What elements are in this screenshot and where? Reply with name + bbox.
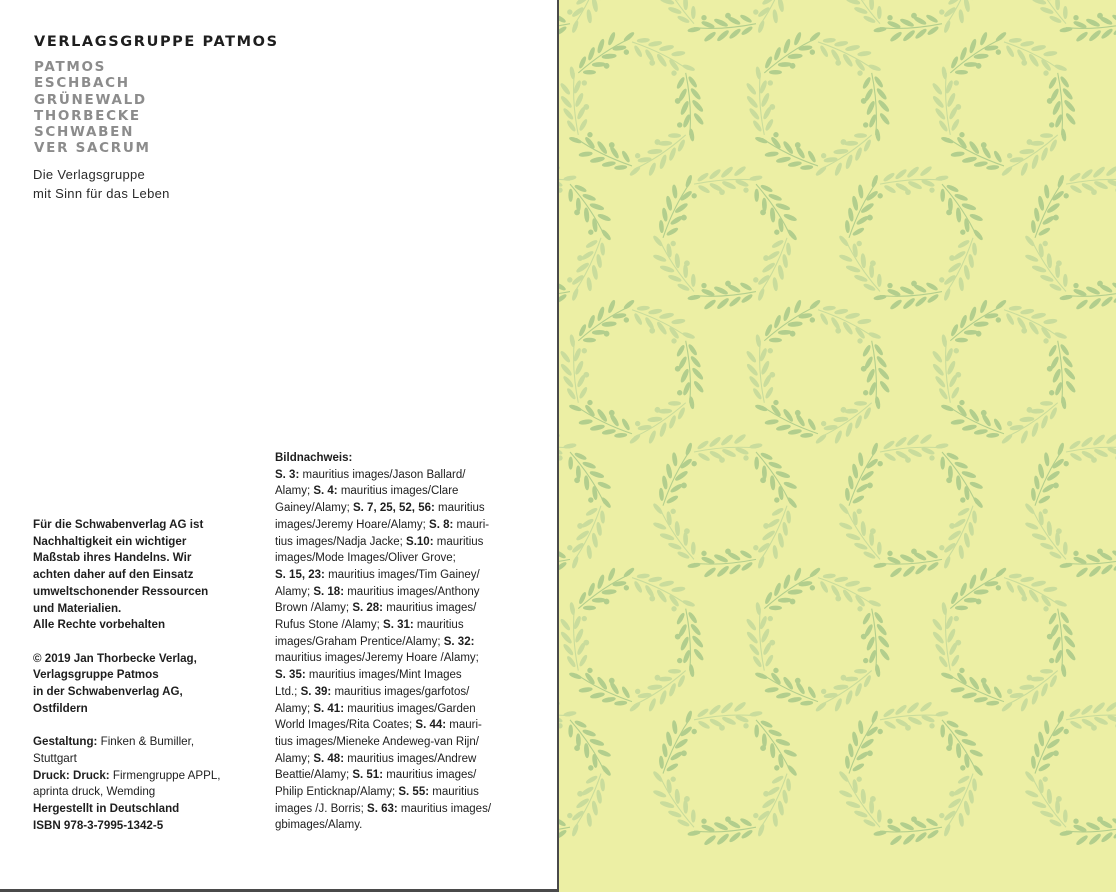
- picture-credit-line: mauritius images/Jeremy Hoare /Alamy;: [275, 652, 479, 665]
- picture-credit-line: World Images/Rita Coates; S. 44: mauri-: [275, 719, 482, 732]
- design-value: Finken & Bumiller,: [97, 735, 195, 749]
- design-credit-location: Stuttgart: [33, 751, 77, 765]
- picture-credit-line: images/Jeremy Hoare/Alamy; S. 8: mauri-: [275, 518, 490, 531]
- print-credit: [33, 768, 238, 785]
- publisher-group-title: VERLAGSGRUPPE PATMOS: [34, 34, 279, 50]
- production-credits: [33, 734, 238, 834]
- picture-credit-line: S. 15, 23: mauritius images/Tim Gainey/: [275, 568, 480, 581]
- sustainability-line: und Materialien.: [33, 601, 122, 615]
- sustainability-line: umweltschonender Ressourcen: [33, 584, 209, 598]
- imprint-gruenewald: GRÜNEWALD: [34, 91, 147, 108]
- picture-credit-line: images/Graham Prentice/Alamy; S. 32:: [275, 635, 475, 648]
- copyright-line: Verlagsgruppe Patmos: [33, 668, 159, 682]
- design-label: Gestaltung:: [33, 735, 98, 749]
- picture-credit-line: Brown /Alamy; S. 28: mauritius images/: [275, 602, 477, 615]
- copyright-notice: [33, 651, 238, 718]
- imprint-list: [34, 59, 151, 157]
- imprint-eschbach: ESCHBACH: [34, 75, 130, 92]
- made-in: Hergestellt in Deutschland: [33, 801, 180, 815]
- design-credit: [33, 734, 238, 751]
- picture-credit-line: tius images/Nadja Jacke; S.10: mauritius: [275, 535, 484, 548]
- picture-credit-line: Gainey/Alamy; S. 7, 25, 52, 56: mauritius: [275, 502, 485, 515]
- picture-credit-line: Rufus Stone /Alamy; S. 31: mauritius: [275, 619, 464, 632]
- picture-credit-line: images /J. Borris; S. 63: mauritius images/: [275, 802, 492, 815]
- isbn: ISBN 978-3-7995-1342-5: [33, 818, 164, 832]
- copyright-line: in der Schwabenverlag AG,: [33, 685, 183, 699]
- picture-credits-title: Bildnachweis:: [275, 452, 353, 464]
- imprint-schwaben: SCHWABEN: [34, 124, 135, 141]
- copyright-line: Ostfildern: [33, 701, 88, 715]
- picture-credit-line: Beattie/Alamy; S. 51: mauritius images/: [275, 769, 477, 782]
- sustainability-line: Nachhaltigkeit ein wichtiger: [33, 534, 187, 548]
- print-label: Druck: Druck:: [33, 768, 110, 782]
- sustainability-line: Für die Schwabenverlag AG ist: [33, 518, 204, 531]
- sustainability-notice: [33, 517, 238, 634]
- right-page-pattern: [559, 0, 1116, 892]
- sustainability-line: Maßstab ihres Handelns. Wir: [33, 551, 192, 565]
- print-value: Firmengruppe APPL,: [109, 768, 221, 782]
- left-page: [0, 0, 557, 890]
- olive-branch-pattern: [559, 0, 1116, 892]
- imprint-thorbecke: THORBECKE: [34, 107, 141, 124]
- imprint-patmos: PATMOS: [34, 59, 107, 75]
- picture-credit-line: Philip Enticknap/Alamy; S. 55: mauritius: [275, 786, 479, 799]
- publisher-tagline: [33, 165, 170, 203]
- picture-credit-line: S. 3: mauritius images/Jason Ballard/: [275, 468, 466, 481]
- tagline-line: mit Sinn für das Leben: [33, 186, 170, 201]
- picture-credit-line: tius images/Mieneke Andeweg-van Rijn/: [275, 735, 479, 748]
- picture-credits-body: [275, 467, 510, 834]
- tagline-line: Die Verlagsgruppe: [33, 167, 146, 182]
- picture-credits: [275, 450, 510, 834]
- imprint-info-column: [33, 517, 238, 834]
- rights-reserved: Alle Rechte vorbehalten: [33, 618, 166, 632]
- picture-credit-line: S. 35: mauritius images/Mint Images: [275, 669, 462, 682]
- picture-credit-line: Alamy; S. 4: mauritius images/Clare: [275, 485, 459, 498]
- picture-credit-line: gbimages/Alamy.: [275, 819, 363, 832]
- picture-credit-line: Alamy; S. 18: mauritius images/Anthony: [275, 585, 480, 598]
- copyright-line: © 2019 Jan Thorbecke Verlag,: [33, 651, 197, 665]
- picture-credit-line: Ltd.; S. 39: mauritius images/garfotos/: [275, 685, 470, 698]
- sustainability-line: achten daher auf den Einsatz: [33, 568, 194, 582]
- print-credit-detail: aprinta druck, Wemding: [33, 785, 156, 799]
- picture-credit-line: Alamy; S. 48: mauritius images/Andrew: [275, 752, 477, 765]
- picture-credit-line: Alamy; S. 41: mauritius images/Garden: [275, 702, 476, 715]
- picture-credit-line: images/Mode Images/Oliver Grove;: [275, 552, 456, 565]
- imprint-ver-sacrum: VER SACRUM: [34, 140, 151, 157]
